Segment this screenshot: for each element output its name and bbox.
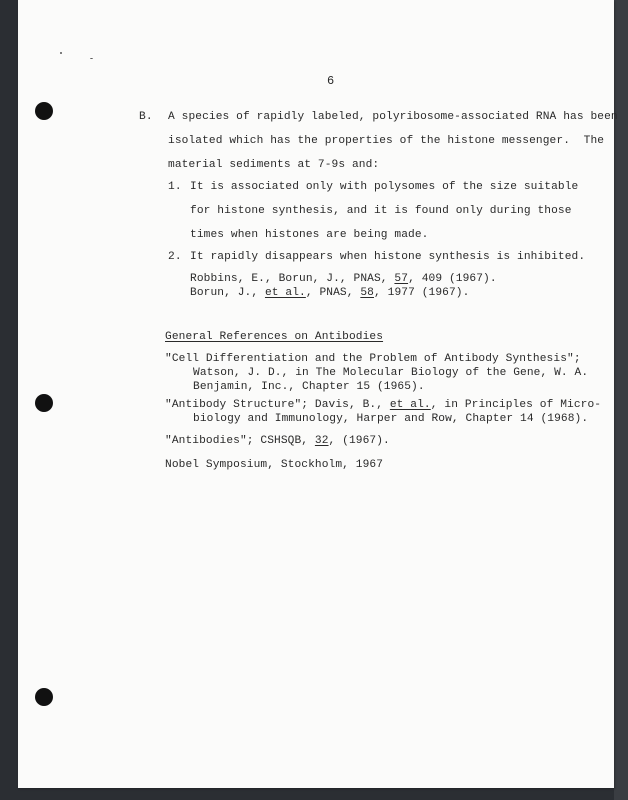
list-item-line: times when histones are being made. bbox=[190, 229, 429, 241]
paper-speck bbox=[60, 52, 62, 54]
reference-line: Benjamin, Inc., Chapter 15 (1965). bbox=[193, 381, 425, 393]
list-item-line: It is associated only with polysomes of the size suitable bbox=[190, 181, 579, 193]
reference-line: biology and Immunology, Harper and Row, Chapter 14 (1968). bbox=[193, 413, 589, 425]
page-number: 6 bbox=[327, 74, 335, 88]
citation-borun: Borun, J., et al., PNAS, 58, 1977 (1967). bbox=[190, 287, 470, 299]
reference-line: "Antibody Structure"; Davis, B., et al., in Principles of Micro- bbox=[165, 399, 602, 411]
list-item-line: for histone synthesis, and it is found only during those bbox=[190, 205, 572, 217]
reference-line: "Antibodies"; CSHSQB, 32, (1967). bbox=[165, 435, 390, 447]
reference-line: Nobel Symposium, Stockholm, 1967 bbox=[165, 459, 384, 471]
list-item-number: 2. bbox=[168, 251, 182, 263]
reference-line: Watson, J. D., in The Molecular Biology of the Gene, W. A. bbox=[193, 367, 589, 379]
binder-hole bbox=[35, 688, 53, 706]
paper-speck bbox=[90, 58, 93, 59]
intro-line: isolated which has the properties of the histone messenger. The bbox=[168, 135, 605, 147]
paper-sheet bbox=[18, 0, 618, 788]
list-item-line: It rapidly disappears when histone synthesis is inhibited. bbox=[190, 251, 586, 263]
binder-hole bbox=[35, 102, 53, 120]
binder-hole bbox=[35, 394, 53, 412]
section-marker: B. bbox=[139, 111, 153, 123]
references-heading: General References on Antibodies bbox=[165, 331, 384, 343]
citation-robbins: Robbins, E., Borun, J., PNAS, 57, 409 (1967). bbox=[190, 273, 497, 285]
list-item-number: 1. bbox=[168, 181, 182, 193]
intro-line: A species of rapidly labeled, polyribosome-associated RNA has been bbox=[168, 111, 618, 123]
intro-line: material sediments at 7-9s and: bbox=[168, 159, 380, 171]
reference-line: "Cell Differentiation and the Problem of Antibody Synthesis"; bbox=[165, 353, 581, 365]
